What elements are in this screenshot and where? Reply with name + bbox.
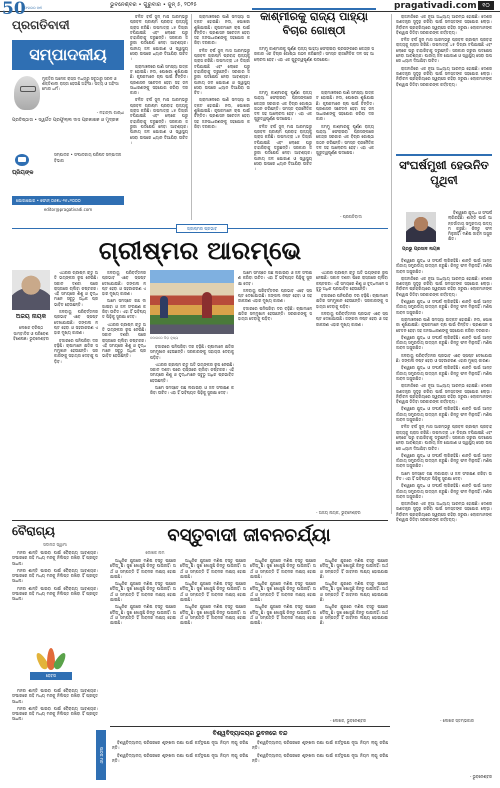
editorial-paragraph: ଗ୍ରାମାଞ୍ଚଳରେ ପାଣି ସମସ୍ୟା ଉତ୍କଟ ହୋଇଛି। ନଦୀ, ପୋଖରୀ ଶୁଖିଯାଇଛି। କୃଷକମାନେ ଚାଷ ପାଇଁ ଚିନ୍ତିତ। ପ୍ରଶାସନ ସଚେତନ ହେବା ସହ ଜନସାଧାରଣଙ୍କୁ ସହଯୋଗ କରିବା ଦରକାର। bbox=[130, 63, 188, 96]
sangharsh-rule bbox=[396, 154, 492, 156]
main-paragraph: ଜଳବାୟୁ ପରିବର୍ତ୍ତନର ପ୍ରଭାବ ଏବେ ସ୍ପଷ୍ଟ ଦେଖାଯାଉଛି। ଜଙ୍ଗଲ ନଷ୍ଟ ହେବା ଓ ସହରୀକରଣ ଏହାର ମୁଖ୍ୟ କାରଣ। bbox=[54, 309, 98, 336]
right-top-column bbox=[396, 14, 492, 150]
vishwa-headline: ବିଶ୍ୱବିଦ୍ୟାଳୟର ଭୁବନରେ ବନ୍ଦ bbox=[212, 730, 288, 737]
column-divider bbox=[391, 14, 392, 514]
quote-author: - ମହାତ୍ମା ଗାନ୍ଧୀ bbox=[96, 110, 124, 115]
sangharsh-paragraph: ବିଶ୍ୱରେ ଯୁଦ୍ଧ ଓ ସଂଘର୍ଷ ଲାଗିରହିଛି। ଶାନ୍ତି ପାଇଁ ଆନ୍ତର୍ଜାତୀୟ ସମ୍ପ୍ରଦାୟ ଉଦ୍ୟମ କରୁଛି। କିନ୍ତୁ ଫଳ ମିଳୁନାହିଁ। ମଣିଷ ଜୀବନ ଅସୁରକ୍ଷିତ। bbox=[396, 406, 492, 423]
bairagya-paragraph: ମନର ଶାନ୍ତି ପାଇବା ପାଇଁ ବୈରାଗ୍ୟ ଆବଶ୍ୟକ। ସଂସାରରେ ରହି ମଧ୍ୟ ମନକୁ ନିଲିପ୍ତ ରଖିବା ହିଁ ପ୍ରକୃତ ସାଧନା। bbox=[12, 688, 98, 704]
vishwa-paragraph: ବିଶ୍ୱବିଦ୍ୟାଳୟ ପରିସରରେ ଶୃଙ୍ଖଳା ରକ୍ଷା ପାଇଁ କର୍ତ୍ତୃପକ୍ଷ ନୂଆ ନିୟମ ଲାଗୁ କରିଛନ୍ତି। bbox=[112, 740, 248, 751]
bairagya-paragraph: ମନର ଶାନ୍ତି ପାଇବା ପାଇଁ ବୈରାଗ୍ୟ ଆବଶ୍ୟକ। ସଂସାରରେ ରହି ମଧ୍ୟ ମନକୁ ନିଲିପ୍ତ ରଖିବା ହିଁ ପ୍ରକୃତ ସାଧନା। bbox=[12, 550, 98, 566]
bairagya-paragraph: ମନର ଶାନ୍ତି ପାଇବା ପାଇଁ ବୈରାଗ୍ୟ ଆବଶ୍ୟକ। ସଂସାରରେ ରହି ମଧ୍ୟ ମନକୁ ନିଲିପ୍ତ ରଖିବା ହିଁ ପ୍ରକୃତ ସାଧନା। bbox=[12, 567, 98, 584]
vastu-paragraph: ଆଧୁନିକ ଯୁଗରେ ମଣିଷ ବସ୍ତୁ ପଛରେ ଦୌଡ଼ୁଛି। ସୁଖ ଖୋଜୁଛି କିନ୍ତୁ ପାଉନାହିଁ। ଅର୍ଥ ଓ ସମ୍ପତ୍ତି ହିଁ ଜୀବନର ଲକ୍ଷ୍ୟ ହୋଇଯାଇଛି। bbox=[180, 558, 246, 579]
editorial-paragraph: ଚଳିତ ବର୍ଷ ଜୁନ୍ ମାସ ଆରମ୍ଭରୁ ପ୍ରବଳ ଗ୍ରୀଷ୍ମ ପ୍ରବାହ ରାଜ୍ୟକୁ ଗ୍ରାସ କରିଛି। ତାପମାତ୍ରା ୪୫ ଡିଗ୍ରୀ ଟପିଯାଇଛି ଏବଂ ଲୋକେ ଘରୁ ବାହାରିବାକୁ ଡରୁଛନ୍ତି। ସରକାର ଜରୁରୀ ପଦକ୍ଷେପ ନେବା ଆବଶ୍ୟକ। ପାନୀୟ ଜଳ ଯୋଗାଣ ଓ ସ୍ୱାସ୍ଥ୍ୟ ସେବା ଉପରେ ଧ୍ୟାନ ଦିଆଯିବା ଉଚିତ। bbox=[130, 97, 188, 145]
editor-block bbox=[12, 150, 124, 190]
vastu-signoff: - ଲେଖକ, ଭୁବନେଶ୍ବର bbox=[330, 718, 367, 723]
bairagya-paragraph: ମନର ଶାନ୍ତି ପାଇବା ପାଇଁ ବୈରାଗ୍ୟ ଆବଶ୍ୟକ। ସଂସାରରେ ରହି ମଧ୍ୟ ମନକୁ ନିଲିପ୍ତ ରଖିବା ହିଁ ପ୍ରକୃତ ସାଧନା। bbox=[12, 705, 98, 722]
vastu-paragraph: ଆଧୁନିକ ଯୁଗରେ ମଣିଷ ବସ୍ତୁ ପଛରେ ଦୌଡ଼ୁଛି। ସୁଖ ଖୋଜୁଛି କିନ୍ତୁ ପାଉନାହିଁ। ଅର୍ଥ ଓ ସମ୍ପତ୍ତି ହିଁ ଜୀବନର ଲକ୍ଷ୍ୟ ହୋଇଯାଇଛି। bbox=[180, 604, 246, 626]
market-photo bbox=[150, 270, 234, 334]
vastu-headline: ବସ୍ତୁବାଦୀ ଜୀବନଚର୍ଯ୍ୟା bbox=[167, 525, 331, 546]
sangharsh-paragraph: ଆମେ ସମସ୍ତେ ଗଛ ଲଗାଇବା ଓ ଜଳ ସଂରକ୍ଷଣ କରିବା ଉଚିତ। ଏହା ହିଁ ଭବିଷ୍ୟତ ପିଢ଼ିକୁ ସୁରକ୍ଷା ଦେବ। bbox=[396, 470, 492, 481]
sangharsh-paragraph: ରାଜନୀତିରେ ଏକ ନୂଆ ଅଧ୍ୟାୟ ଆରମ୍ଭ ହୋଇଛି। ଦେଶର ଗଣତନ୍ତ୍ର ସୁଦୃଢ଼ କରିବା ପାଇଁ ସମସ୍ତଙ୍କ ସହଯୋଗ ଲୋଡ଼ା। ନିର୍ବାଚନ ପ୍ରକ୍ରିୟାରେ ସ୍ୱଚ୍ଛତା ରହିବା ଜରୁରୀ। ଲୋକମାନଙ୍କ ବିଶ୍ୱାସ ଜିତିବା ସରକାରଙ୍କ କର୍ତ୍ତବ୍ୟ। bbox=[396, 383, 492, 405]
main-paragraph: ଜଳବାୟୁ ପରିବର୍ତ୍ତନର ପ୍ରଭାବ ଏବେ ସ୍ପଷ୍ଟ ଦେଖାଯାଉଛି। ଜଙ୍ଗଲ ନଷ୍ଟ ହେବା ଓ ସହରୀକରଣ ଏହାର ମୁଖ୍ୟ କାରଣ। bbox=[316, 311, 388, 327]
sangharsh-paragraph: ବିଶ୍ୱରେ ଯୁଦ୍ଧ ଓ ସଂଘର୍ଷ ଲାଗିରହିଛି। ଶାନ୍ତି ପାଇଁ ଆନ୍ତର୍ଜାତୀୟ ସମ୍ପ୍ରଦାୟ ଉଦ୍ୟମ କରୁଛି। କିନ୍ତୁ ଫଳ ମିଳୁନାହିଁ। ମଣିଷ ଜୀବନ ଅସୁରକ୍ଷିତ। bbox=[396, 452, 492, 469]
kashmir-signoff: - ପ୍ରଗତିବାଦୀ bbox=[340, 214, 362, 219]
vastu-paragraph: ଆଧୁନିକ ଯୁଗରେ ମଣିଷ ବସ୍ତୁ ପଛରେ ଦୌଡ଼ୁଛି। ସୁଖ ଖୋଜୁଛି କିନ୍ତୁ ପାଉନାହିଁ। ଅର୍ଥ ଓ ସମ୍ପତ୍ତି ହିଁ ଜୀବନର ଲକ୍ଷ୍ୟ ହୋଇଯାଇଛି। bbox=[320, 558, 388, 579]
sangharsh-paragraph: ଜଳବାୟୁ ପରିବର୍ତ୍ତନର ପ୍ରଭାବ ଏବେ ସ୍ପଷ୍ଟ ଦେଖାଯାଉଛି। ଜଙ୍ଗଲ ନଷ୍ଟ ହେବା ଓ ସହରୀକରଣ ଏହାର ମୁଖ୍ୟ କାରଣ। bbox=[396, 352, 492, 364]
kashmir-paragraph: ଚଳିତ ବର୍ଷ ଜୁନ୍ ମାସ ଆରମ୍ଭରୁ ପ୍ରବଳ ଗ୍ରୀଷ୍ମ ପ୍ରବାହ ରାଜ୍ୟକୁ ଗ୍ରାସ କରିଛି। ତାପମାତ୍ରା ୪୫ ଡିଗ୍ରୀ ଟପିଯାଇଛି ଏବଂ ଲୋକେ ଘରୁ ବାହାରିବାକୁ ଡରୁଛନ୍ତି। ସରକାର ଜରୁରୀ ପଦକ୍ଷେପ ନେବା ଆବଶ୍ୟକ। ପାନୀୟ ଜଳ ଯୋଗାଣ ଓ ସ୍ୱାସ୍ଥ୍ୟ ସେବା ଉପରେ ଧ୍ୟାନ ଦିଆଯିବା ଉଚିତ। bbox=[254, 123, 312, 172]
anniversary-logo: 50 bbox=[2, 0, 26, 19]
kashmir-paragraph: ଜମ୍ମୁ କାଶ୍ମୀରକୁ ପୂର୍ଣ୍ଣ ରାଜ୍ୟ ପାହ୍ୟା ଫେରାଇବା ପ୍ରସଙ୍ଗରେ କେନ୍ଦ୍ର ସରକାର ଏକ ବିଚାର ଗୋଷ୍ଠୀ ଗଠନ କରିଛନ୍ତି। ସମସ୍ତ ରାଜନୈତିକ ଦଳ ସହ ଆଲୋଚନା ହେବ। ଏହା ଏକ ଗୁରୁତ୍ୱପୂର୍ଣ୍ଣ ପଦକ୍ଷେପ। bbox=[254, 90, 312, 122]
gandhi-portrait bbox=[14, 76, 40, 110]
sangharsh-signoff: - ଲେଖକ ସ୍ତମ୍ଭକାର bbox=[440, 718, 474, 723]
editorial-paragraph: ଗ୍ରାମାଞ୍ଚଳରେ ପାଣି ସମସ୍ୟା ଉତ୍କଟ ହୋଇଛି। ନଦୀ, ପୋଖରୀ ଶୁଖିଯାଇଛି। କୃଷକମାନେ ଚାଷ ପାଇଁ ଚିନ୍ତିତ। ପ୍ରଶାସନ ସଚେତନ ହେବା ସହ ଜନସାଧାରଣଙ୍କୁ ସହଯୋଗ କରିବା ଦରକାର। bbox=[194, 97, 250, 129]
main-paragraph: ବଜାରରେ ପନିପରିବା ଦର ବଢ଼ିଛି। ଚାଷୀମାନେ କ୍ଷତିର ସମ୍ମୁଖୀନ ହେଉଛନ୍ତି। ସରକାରଙ୍କୁ ସହାୟତା ଦେବାକୁ ପଡ଼ିବ। bbox=[54, 337, 98, 364]
section-title: ସମ୍ପାଦକୀୟ bbox=[12, 40, 124, 70]
anniversary-subtitle: ସଫଳତାର ବର୍ଷ bbox=[22, 6, 42, 10]
publication-emblem-icon bbox=[12, 152, 34, 168]
lotus-icon bbox=[38, 648, 64, 670]
editorial-paragraph: ଚଳିତ ବର୍ଷ ଜୁନ୍ ମାସ ଆରମ୍ଭରୁ ପ୍ରବଳ ଗ୍ରୀଷ୍ମ ପ୍ରବାହ ରାଜ୍ୟକୁ ଗ୍ରାସ କରିଛି। ତାପମାତ୍ରା ୪୫ ଡିଗ୍ରୀ ଟପିଯାଇଛି ଏବଂ ଲୋକେ ଘରୁ ବାହାରିବାକୁ ଡରୁଛନ୍ତି। ସରକାର ଜରୁରୀ ପଦକ୍ଷେପ ନେବା ଆବଶ୍ୟକ। ପାନୀୟ ଜଳ ଯୋଗାଣ ଓ ସ୍ୱାସ୍ଥ୍ୟ ସେବା ଉପରେ ଧ୍ୟାନ ଦିଆଯିବା ଉଚିତ। bbox=[130, 14, 188, 62]
sangharsh-paragraph: ବିଶ୍ୱରେ ଯୁଦ୍ଧ ଓ ସଂଘର୍ଷ ଲାଗିରହିଛି। ଶାନ୍ତି ପାଇଁ ଆନ୍ତର୍ଜାତୀୟ ସମ୍ପ୍ରଦାୟ ଉଦ୍ୟମ କରୁଛି। କିନ୍ତୁ ଫଳ ମିଳୁନାହିଁ। ମଣିଷ ଜୀବନ ଅସୁରକ୍ଷିତ। bbox=[396, 483, 492, 499]
vishwa-paragraph: ବିଶ୍ୱବିଦ୍ୟାଳୟ ପରିସରରେ ଶୃଙ୍ଖଳା ରକ୍ଷା ପାଇଁ କର୍ତ୍ତୃପକ୍ଷ ନୂଆ ନିୟମ ଲାଗୁ କରିଛନ୍ତି। bbox=[252, 752, 388, 763]
main-paragraph: ଏଥରର ଗ୍ରୀଷ୍ମ ଋତୁ ଅତି ଭୟଙ୍କର ରୂପ ନେଇଛି। ସକାଳ ଦଶଟା ପରେ ରାସ୍ତାରେ ଚାଲିବା କଷ୍ଟକର। ଏହି ସମୟରେ ଶିଶୁ ଓ ବୃଦ୍ଧମାନେ ସବୁଠୁ ଅଧିକ ପ୍ରଭାବିତ ହେଉଛନ୍ତି। bbox=[54, 270, 98, 307]
kicker-label: ଗ୍ରୀଷ୍ମର ପ୍ରଭାବ bbox=[176, 224, 228, 233]
vastu-paragraph: ଆଧୁନିକ ଯୁଗରେ ମଣିଷ ବସ୍ତୁ ପଛରେ ଦୌଡ଼ୁଛି। ସୁଖ ଖୋଜୁଛି କିନ୍ତୁ ପାଉନାହିଁ। ଅର୍ଥ ଓ ସମ୍ପତ୍ତି ହିଁ ଜୀବନର ଲକ୍ଷ୍ୟ ହୋଇଯାଇଛି। bbox=[250, 604, 316, 626]
editorial-paragraph: ଚଳିତ ବର୍ଷ ଜୁନ୍ ମାସ ଆରମ୍ଭରୁ ପ୍ରବଳ ଗ୍ରୀଷ୍ମ ପ୍ରବାହ ରାଜ୍ୟକୁ ଗ୍ରାସ କରିଛି। ତାପମାତ୍ରା ୪୫ ଡିଗ୍ରୀ ଟପିଯାଇଛି ଏବଂ ଲୋକେ ଘରୁ ବାହାରିବାକୁ ଡରୁଛନ୍ତି। ସରକାର ଜରୁରୀ ପଦକ୍ଷେପ ନେବା ଆବଶ୍ୟକ। ପାନୀୟ ଜଳ ଯୋଗାଣ ଓ ସ୍ୱାସ୍ଥ୍ୟ ସେବା ଉପରେ ଧ୍ୟାନ ଦିଆଯିବା ଉଚିତ। bbox=[194, 47, 250, 96]
vishwa-column-1 bbox=[112, 740, 248, 782]
kashmir-paragraph: ଜମ୍ମୁ କାଶ୍ମୀରକୁ ପୂର୍ଣ୍ଣ ରାଜ୍ୟ ପାହ୍ୟା ଫେରାଇବା ପ୍ରସଙ୍ଗରେ କେନ୍ଦ୍ର ସରକାର ଏକ ବିଚାର ଗୋଷ୍ଠୀ ଗଠନ କରିଛନ୍ତି। ସମସ୍ତ ରାଜନୈତିକ ଦଳ ସହ ଆଲୋଚନା ହେବ। ଏହା ଏକ ଗୁରୁତ୍ୱପୂର୍ଣ୍ଣ ପଦକ୍ଷେପ। bbox=[254, 46, 374, 62]
main-paragraph: ଆମେ ସମସ୍ତେ ଗଛ ଲଗାଇବା ଓ ଜଳ ସଂରକ୍ଷଣ କରିବା ଉଚିତ। ଏହା ହିଁ ଭବିଷ୍ୟତ ପିଢ଼ିକୁ ସୁରକ୍ଷା ଦେବ। bbox=[238, 270, 312, 286]
contact-bar: ଯୋଗାଯୋଗ • ଫୋନ୍ ୦୬୭୪-୨୫୪୨୦୦୦ bbox=[12, 196, 124, 205]
main-column-3 bbox=[150, 344, 234, 516]
main-paragraph: ଏଥରର ଗ୍ରୀଷ୍ମ ଋତୁ ଅତି ଭୟଙ୍କର ରୂପ ନେଇଛି। ସକାଳ ଦଶଟା ପରେ ରାସ୍ତାରେ ଚାଲିବା କଷ୍ଟକର। ଏହି ସମୟରେ ଶିଶୁ ଓ ବୃଦ୍ଧମାନେ ସବୁଠୁ ଅଧିକ ପ୍ରଭାବିତ ହେଉଛନ୍ତି। bbox=[102, 321, 146, 359]
kashmir-headline: କାଶ୍ମୀରକୁ ରାଜ୍ୟ ପାହ୍ୟା ବିଚାର ଗୋଷ୍ଠୀ bbox=[260, 10, 368, 37]
main-column-1 bbox=[54, 270, 98, 516]
sangharsh-paragraph: ବିଶ୍ୱରେ ଯୁଦ୍ଧ ଓ ସଂଘର୍ଷ ଲାଗିରହିଛି। ଶାନ୍ତି ପାଇଁ ଆନ୍ତର୍ଜାତୀୟ ସମ୍ପ୍ରଦାୟ ଉଦ୍ୟମ କରୁଛି। କିନ୍ତୁ ଫଳ ମିଳୁନାହିଁ। ମଣିଷ ଜୀବନ ଅସୁରକ୍ଷିତ। bbox=[396, 299, 492, 315]
editorial-paragraph: ଗ୍ରାମାଞ୍ଚଳରେ ପାଣି ସମସ୍ୟା ଉତ୍କଟ ହୋଇଛି। ନଦୀ, ପୋଖରୀ ଶୁଖିଯାଇଛି। କୃଷକମାନେ ଚାଷ ପାଇଁ ଚିନ୍ତିତ। ପ୍ରଶାସନ ସଚେତନ ହେବା ସହ ଜନସାଧାରଣଙ୍କୁ ସହଯୋଗ କରିବା ଦରକାର। bbox=[194, 14, 250, 46]
sangharsh-paragraph: ଚଳିତ ବର୍ଷ ଜୁନ୍ ମାସ ଆରମ୍ଭରୁ ପ୍ରବଳ ଗ୍ରୀଷ୍ମ ପ୍ରବାହ ରାଜ୍ୟକୁ ଗ୍ରାସ କରିଛି। ତାପମାତ୍ରା ୪୫ ଡିଗ୍ରୀ ଟପିଯାଇଛି ଏବଂ ଲୋକେ ଘରୁ ବାହାରିବାକୁ ଡରୁଛନ୍ତି। ସରକାର ଜରୁରୀ ପଦକ୍ଷେପ ନେବା ଆବଶ୍ୟକ। ପାନୀୟ ଜଳ ଯୋଗାଣ ଓ ସ୍ୱାସ୍ଥ୍ୟ ସେବା ଉପରେ ଧ୍ୟାନ ଦିଆଯିବା ଉଚିତ। bbox=[396, 424, 492, 451]
bairagya-column-2 bbox=[12, 688, 98, 778]
sangharsh-paragraph: ବିଶ୍ୱରେ ଯୁଦ୍ଧ ଓ ସଂଘର୍ଷ ଲାଗିରହିଛି। ଶାନ୍ତି ପାଇଁ ଆନ୍ତର୍ଜାତୀୟ ସମ୍ପ୍ରଦାୟ ଉଦ୍ୟମ କରୁଛି। କିନ୍ତୁ ଫଳ ମିଳୁନାହିଁ। ମଣିଷ ଜୀବନ ଅସୁରକ୍ଷିତ। bbox=[396, 334, 492, 351]
vastu-paragraph: ଆଧୁନିକ ଯୁଗରେ ମଣିଷ ବସ୍ତୁ ପଛରେ ଦୌଡ଼ୁଛି। ସୁଖ ଖୋଜୁଛି କିନ୍ତୁ ପାଉନାହିଁ। ଅର୍ଥ ଓ ସମ୍ପତ୍ତି ହିଁ ଜୀବନର ଲକ୍ଷ୍ୟ ହୋଇଯାଇଛି। bbox=[110, 604, 176, 626]
quote-text: ମୁକ୍ତିର ଅନେକ ରାସ୍ତା ମଧ୍ୟରୁ ସବୁଠାରୁ ସରଳ ଓ ଶକ୍ତିଶାଳୀ ରାସ୍ତା ହେଉଛି ଅହିଂସା। ସତ୍ୟ ଓ ଅହିଂସା ମୋର ଧର୍ମ। bbox=[42, 76, 119, 91]
kashmir-intro bbox=[254, 46, 374, 86]
vishwa-column-2 bbox=[252, 740, 388, 782]
masthead bbox=[12, 18, 124, 226]
quote-box bbox=[12, 76, 124, 116]
main-paragraph: ଜଳବାୟୁ ପରିବର୍ତ୍ତନର ପ୍ରଭାବ ଏବେ ସ୍ପଷ୍ଟ ଦେଖାଯାଉଛି। ଜଙ୍ଗଲ ନଷ୍ଟ ହେବା ଓ ସହରୀକରଣ ଏହାର ମୁଖ୍ୟ କାରଣ। bbox=[102, 270, 146, 297]
sangharsh-paragraph: ଗ୍ରାମାଞ୍ଚଳରେ ପାଣି ସମସ୍ୟା ଉତ୍କଟ ହୋଇଛି। ନଦୀ, ପୋଖରୀ ଶୁଖିଯାଇଛି। କୃଷକମାନେ ଚାଷ ପାଇଁ ଚିନ୍ତିତ। ପ୍ରଶାସନ ସଚେତନ ହେବା ସହ ଜନସାଧାରଣଙ୍କୁ ସହଯୋଗ କରିବା ଦରକାର। bbox=[396, 316, 492, 333]
vastu-column-1 bbox=[110, 558, 176, 722]
email-link[interactable]: editor@pragativadi.com bbox=[43, 207, 93, 212]
lotus-label: ହେବତା bbox=[30, 672, 72, 680]
vastu-paragraph: ଆଧୁନିକ ଯୁଗରେ ମଣିଷ ବସ୍ତୁ ପଛରେ ଦୌଡ଼ୁଛି। ସୁଖ ଖୋଜୁଛି କିନ୍ତୁ ପାଉନାହିଁ। ଅର୍ଥ ଓ ସମ୍ପତ୍ତି ହିଁ ଜୀବନର ଲକ୍ଷ୍ୟ ହୋଇଯାଇଛି। bbox=[110, 558, 176, 579]
columnist-photo bbox=[406, 212, 436, 242]
bottom-section-rule bbox=[12, 520, 388, 521]
footer-note: - ଭୁବନେଶ୍ବର bbox=[469, 774, 492, 779]
main-headline: ଗ୍ରୀଷ୍ମର ଆରମ୍ଭେ bbox=[98, 236, 302, 265]
vastu-paragraph: ଆଧୁନିକ ଯୁଗରେ ମଣିଷ ବସ୍ତୁ ପଛରେ ଦୌଡ଼ୁଛି। ସୁଖ ଖୋଜୁଛି କିନ୍ତୁ ପାଉନାହିଁ। ଅର୍ଥ ଓ ସମ୍ପତ୍ତି ହିଁ ଜୀବନର ଲକ୍ଷ୍ୟ ହୋଇଯାଇଛି। bbox=[320, 604, 388, 626]
main-column-5 bbox=[316, 270, 388, 510]
author-name: ଅଜୟ ନାୟକ bbox=[15, 313, 47, 320]
main-paragraph: ବଜାରରେ ପନିପରିବା ଦର ବଢ଼ିଛି। ଚାଷୀମାନେ କ୍ଷତିର ସମ୍ମୁଖୀନ ହେଉଛନ୍ତି। ସରକାରଙ୍କୁ ସହାୟତା ଦେବାକୁ ପଡ଼ିବ। bbox=[238, 305, 312, 322]
author-photo bbox=[12, 270, 50, 310]
editor-details: ସମ୍ପାଦକ • ସଂପାଦକୀୟ ପରିଷଦ ସମ୍ପାଦନା ବିଭାଗ bbox=[54, 152, 122, 163]
main-signoff: - ଅଜୟ ନାୟକ, ଭୁବନେଶ୍ବର bbox=[316, 510, 361, 515]
vastu-paragraph: ଆଧୁନିକ ଯୁଗରେ ମଣିଷ ବସ୍ତୁ ପଛରେ ଦୌଡ଼ୁଛି। ସୁଖ ଖୋଜୁଛି କିନ୍ତୁ ପାଉନାହିଁ। ଅର୍ଥ ଓ ସମ୍ପତ୍ତି ହିଁ ଜୀବନର ଲକ୍ଷ୍ୟ ହୋଇଯାଇଛି। bbox=[250, 581, 316, 603]
page-number: ୧୦ bbox=[478, 1, 494, 10]
sangharsh-intro bbox=[448, 210, 492, 256]
main-column-2 bbox=[102, 270, 146, 516]
bairagya-paragraph: ମନର ଶାନ୍ତି ପାଇବା ପାଇଁ ବୈରାଗ୍ୟ ଆବଶ୍ୟକ। ସଂସାରରେ ରହି ମଧ୍ୟ ମନକୁ ନିଲିପ୍ତ ରଖିବା ହିଁ ପ୍ରକୃତ ସାଧନା। bbox=[12, 585, 98, 602]
main-column-4 bbox=[238, 270, 312, 516]
main-paragraph: ବଜାରରେ ପନିପରିବା ଦର ବଢ଼ିଛି। ଚାଷୀମାନେ କ୍ଷତିର ସମ୍ମୁଖୀନ ହେଉଛନ୍ତି। ସରକାରଙ୍କୁ ସହାୟତା ଦେବାକୁ ପଡ଼ିବ। bbox=[316, 293, 388, 309]
bairagya-column bbox=[12, 550, 98, 642]
sangharsh-paragraph: ରାଜନୀତିରେ ଏକ ନୂଆ ଅଧ୍ୟାୟ ଆରମ୍ଭ ହୋଇଛି। ଦେଶର ଗଣତନ୍ତ୍ର ସୁଦୃଢ଼ କରିବା ପାଇଁ ସମସ୍ତଙ୍କ ସହଯୋଗ ଲୋଡ଼ା। ନିର୍ବାଚନ ପ୍ରକ୍ରିୟାରେ ସ୍ୱଚ୍ଛତା ରହିବା ଜରୁରୀ। ଲୋକମାନଙ୍କ ବିଶ୍ୱାସ ଜିତିବା ସରକାରଙ୍କ କର୍ତ୍ତବ୍ୟ। bbox=[396, 501, 492, 523]
vastu-column-4 bbox=[320, 558, 388, 718]
main-paragraph: ଜଳବାୟୁ ପରିବର୍ତ୍ତନର ପ୍ରଭାବ ଏବେ ସ୍ପଷ୍ଟ ଦେଖାଯାଉଛି। ଜଙ୍ଗଲ ନଷ୍ଟ ହେବା ଓ ସହରୀକରଣ ଏହାର ମୁଖ୍ୟ କାରଣ। bbox=[238, 287, 312, 304]
readers-tab: ପାଠକ ମତ bbox=[96, 730, 106, 780]
founder-line: ପ୍ରତିଷ୍ଠାତା • ସ୍ୱର୍ଗତ ପ୍ରଫୁଲ୍ଲ ଦାସ ପ୍ରକାଶକ ଓ ମୁଦ୍ରକ bbox=[12, 118, 119, 123]
vishwa-paragraph: ବିଶ୍ୱବିଦ୍ୟାଳୟ ପରିସରରେ ଶୃଙ୍ଖଳା ରକ୍ଷା ପାଇଁ କର୍ତ୍ତୃପକ୍ଷ ନୂଆ ନିୟମ ଲାଗୁ କରିଛନ୍ତି। bbox=[112, 752, 248, 763]
columnist-name: ପ୍ରଭୁ ପ୍ରସାଦ ନାୟକ bbox=[402, 247, 440, 252]
bairagya-title: ବୈରାଗ୍ୟ bbox=[12, 524, 55, 538]
date-line: ଭୁବନେଶ୍ବର • ଗୁରୁବାର • ଜୁନ୍ ୫, ୨୦୨୫ bbox=[110, 2, 197, 8]
brand-name: ପ୍ରଗତିବାଦୀ bbox=[12, 18, 70, 32]
kashmir-paragraph: ଗ୍ରାମାଞ୍ଚଳରେ ପାଣି ସମସ୍ୟା ଉତ୍କଟ ହୋଇଛି। ନଦୀ, ପୋଖରୀ ଶୁଖିଯାଇଛି। କୃଷକମାନେ ଚାଷ ପାଇଁ ଚିନ୍ତିତ। ପ୍ରଶାସନ ସଚେତନ ହେବା ସହ ଜନସାଧାରଣଙ୍କୁ ସହଯୋଗ କରିବା ଦରକାର। bbox=[316, 90, 374, 122]
lotus-emblem bbox=[30, 644, 72, 684]
right-paragraph: ରାଜନୀତିରେ ଏକ ନୂଆ ଅଧ୍ୟାୟ ଆରମ୍ଭ ହୋଇଛି। ଦେଶର ଗଣତନ୍ତ୍ର ସୁଦୃଢ଼ କରିବା ପାଇଁ ସମସ୍ତଙ୍କ ସହଯୋଗ ଲୋଡ଼ା। ନିର୍ବାଚନ ପ୍ରକ୍ରିୟାରେ ସ୍ୱଚ୍ଛତା ରହିବା ଜରୁରୀ। ଲୋକମାନଙ୍କ ବିଶ୍ୱାସ ଜିତିବା ସରକାରଙ୍କ କର୍ତ୍ତବ୍ୟ। bbox=[396, 14, 492, 35]
editorial-column-1 bbox=[130, 14, 188, 220]
author-bio: ଲେଖକ ବରିଷ୍ଠ ସାମ୍ବାଦିକ ଓ ପରିବେଶ ବିଶେଷଜ୍ଞ। ଭୁବନେଶ୍ବର bbox=[13, 325, 49, 341]
sangharsh-paragraph: ବିଶ୍ୱରେ ଯୁଦ୍ଧ ଓ ସଂଘର୍ଷ ଲାଗିରହିଛି। ଶାନ୍ତି ପାଇଁ ଆନ୍ତର୍ଜାତୀୟ ସମ୍ପ୍ରଦାୟ ଉଦ୍ୟମ କରୁଛି। କିନ୍ତୁ ଫଳ ମିଳୁନାହିଁ। ମଣିଷ ଜୀବନ ଅସୁରକ୍ଷିତ। bbox=[396, 258, 492, 274]
right-paragraph: ଚଳିତ ବର୍ଷ ଜୁନ୍ ମାସ ଆରମ୍ଭରୁ ପ୍ରବଳ ଗ୍ରୀଷ୍ମ ପ୍ରବାହ ରାଜ୍ୟକୁ ଗ୍ରାସ କରିଛି। ତାପମାତ୍ରା ୪୫ ଡିଗ୍ରୀ ଟପିଯାଇଛି ଏବଂ ଲୋକେ ଘରୁ ବାହାରିବାକୁ ଡରୁଛନ୍ତି। ସରକାର ଜରୁରୀ ପଦକ୍ଷେପ ନେବା ଆବଶ୍ୟକ। ପାନୀୟ ଜଳ ଯୋଗାଣ ଓ ସ୍ୱାସ୍ଥ୍ୟ ସେବା ଉପରେ ଧ୍ୟାନ ଦିଆଯିବା ଉଚିତ। bbox=[396, 37, 492, 64]
vastu-paragraph: ଆଧୁନିକ ଯୁଗରେ ମଣିଷ ବସ୍ତୁ ପଛରେ ଦୌଡ଼ୁଛି। ସୁଖ ଖୋଜୁଛି କିନ୍ତୁ ପାଉନାହିଁ। ଅର୍ଥ ଓ ସମ୍ପତ୍ତି ହିଁ ଜୀବନର ଲକ୍ଷ୍ୟ ହୋଇଯାଇଛି। bbox=[250, 558, 316, 579]
column-divider bbox=[191, 14, 192, 220]
kashmir-paragraph: ଜମ୍ମୁ କାଶ୍ମୀରକୁ ପୂର୍ଣ୍ଣ ରାଜ୍ୟ ପାହ୍ୟା ଫେରାଇବା ପ୍ରସଙ୍ଗରେ କେନ୍ଦ୍ର ସରକାର ଏକ ବିଚାର ଗୋଷ୍ଠୀ ଗଠନ କରିଛନ୍ତି। ସମସ୍ତ ରାଜନୈତିକ ଦଳ ସହ ଆଲୋଚନା ହେବ। ଏହା ଏକ ଗୁରୁତ୍ୱପୂର୍ଣ୍ଣ ପଦକ୍ଷେପ। bbox=[316, 123, 374, 156]
header-bar bbox=[0, 0, 500, 19]
vastu-paragraph: ଆଧୁନିକ ଯୁଗରେ ମଣିଷ ବସ୍ତୁ ପଛରେ ଦୌଡ଼ୁଛି। ସୁଖ ଖୋଜୁଛି କିନ୍ତୁ ପାଉନାହିଁ। ଅର୍ଥ ଓ ସମ୍ପତ୍ତି ହିଁ ଜୀବନର ଲକ୍ଷ୍ୟ ହୋଇଯାଇଛି। bbox=[110, 581, 176, 603]
sangharsh-paragraph: ବିଶ୍ୱରେ ଯୁଦ୍ଧ ଓ ସଂଘର୍ଷ ଲାଗିରହିଛି। ଶାନ୍ତି ପାଇଁ ଆନ୍ତର୍ଜାତୀୟ ସମ୍ପ୍ରଦାୟ ଉଦ୍ୟମ କରୁଛି। କିନ୍ତୁ ଫଳ ମିଳୁନାହିଁ। ମଣିଷ ଜୀବନ ଅସୁରକ୍ଷିତ। bbox=[396, 365, 492, 381]
sangharsh-paragraph: ରାଜନୀତିରେ ଏକ ନୂଆ ଅଧ୍ୟାୟ ଆରମ୍ଭ ହୋଇଛି। ଦେଶର ଗଣତନ୍ତ୍ର ସୁଦୃଢ଼ କରିବା ପାଇଁ ସମସ୍ତଙ୍କ ସହଯୋଗ ଲୋଡ଼ା। ନିର୍ବାଚନ ପ୍ରକ୍ରିୟାରେ ସ୍ୱଚ୍ଛତା ରହିବା ଜରୁରୀ। ଲୋକମାନଙ୍କ ବିଶ୍ୱାସ ଜିତିବା ସରକାରଙ୍କ କର୍ତ୍ତବ୍ୟ। bbox=[396, 275, 492, 297]
editor-name: ପ୍ରିୟଙ୍କ bbox=[12, 170, 34, 176]
bairagya-author: ସଦାନନ୍ଦ ସ୍ୱାମୀ bbox=[43, 542, 67, 547]
sangharsh-column bbox=[396, 258, 492, 768]
main-paragraph: ଆମେ ସମସ୍ତେ ଗଛ ଲଗାଇବା ଓ ଜଳ ସଂରକ୍ଷଣ କରିବା ଉଚିତ। ଏହା ହିଁ ଭବିଷ୍ୟତ ପିଢ଼ିକୁ ସୁରକ୍ଷା ଦେବ। bbox=[150, 385, 234, 396]
main-paragraph: ଆମେ ସମସ୍ତେ ଗଛ ଲଗାଇବା ଓ ଜଳ ସଂରକ୍ଷଣ କରିବା ଉଚିତ। ଏହା ହିଁ ଭବିଷ୍ୟତ ପିଢ଼ିକୁ ସୁରକ୍ଷା ଦେବ। bbox=[102, 298, 146, 320]
vishwa-paragraph: ବିଶ୍ୱବିଦ୍ୟାଳୟ ପରିସରରେ ଶୃଙ୍ଖଳା ରକ୍ଷା ପାଇଁ କର୍ତ୍ତୃପକ୍ଷ ନୂଆ ନିୟମ ଲାଗୁ କରିଛନ୍ତି। bbox=[252, 740, 388, 751]
sangharsh-headline: ସଂଘର୍ଷମୁଖୀ ହେଉନିତ ପୃଥିବୀ bbox=[399, 158, 489, 187]
main-paragraph: ଏଥରର ଗ୍ରୀଷ୍ମ ଋତୁ ଅତି ଭୟଙ୍କର ରୂପ ନେଇଛି। ସକାଳ ଦଶଟା ପରେ ରାସ୍ତାରେ ଚାଲିବା କଷ୍ଟକର। ଏହି ସମୟରେ ଶିଶୁ ଓ ବୃଦ୍ଧମାନେ ସବୁଠୁ ଅଧିକ ପ୍ରଭାବିତ ହେଉଛନ୍ତି। bbox=[316, 270, 388, 291]
vastu-column-3 bbox=[250, 558, 316, 722]
photo-caption: ବଜାରରେ ଭିଡ଼ ଦୃଶ୍ୟ bbox=[150, 336, 179, 340]
vastu-paragraph: ଆଧୁନିକ ଯୁଗରେ ମଣିଷ ବସ୍ତୁ ପଛରେ ଦୌଡ଼ୁଛି। ସୁଖ ଖୋଜୁଛି କିନ୍ତୁ ପାଉନାହିଁ। ଅର୍ଥ ଓ ସମ୍ପତ୍ତି ହିଁ ଜୀବନର ଲକ୍ଷ୍ୟ ହୋଇଯାଇଛି। bbox=[320, 581, 388, 603]
editorial-column-2 bbox=[194, 14, 250, 220]
site-url[interactable]: pragativadi.com bbox=[394, 1, 477, 11]
vastu-author: ଲେଖକ ନାମ bbox=[145, 550, 165, 555]
sangharsh-paragraph: ବିଶ୍ୱରେ ଯୁଦ୍ଧ ଓ ସଂଘର୍ଷ ଲାଗିରହିଛି। ଶାନ୍ତି ପାଇଁ ଆନ୍ତର୍ଜାତୀୟ ସମ୍ପ୍ରଦାୟ ଉଦ୍ୟମ କରୁଛି। କିନ୍ତୁ ଫଳ ମିଳୁନାହିଁ। ମଣିଷ ଜୀବନ ଅସୁରକ୍ଷିତ। bbox=[448, 210, 492, 242]
right-paragraph: ରାଜନୀତିରେ ଏକ ନୂଆ ଅଧ୍ୟାୟ ଆରମ୍ଭ ହୋଇଛି। ଦେଶର ଗଣତନ୍ତ୍ର ସୁଦୃଢ଼ କରିବା ପାଇଁ ସମସ୍ତଙ୍କ ସହଯୋଗ ଲୋଡ଼ା। ନିର୍ବାଚନ ପ୍ରକ୍ରିୟାରେ ସ୍ୱଚ୍ଛତା ରହିବା ଜରୁରୀ। ଲୋକମାନଙ୍କ ବିଶ୍ୱାସ ଜିତିବା ସରକାରଙ୍କ କର୍ତ୍ତବ୍ୟ। bbox=[396, 65, 492, 87]
vastu-column-2 bbox=[180, 558, 246, 722]
main-paragraph: ବଜାରରେ ପନିପରିବା ଦର ବଢ଼ିଛି। ଚାଷୀମାନେ କ୍ଷତିର ସମ୍ମୁଖୀନ ହେଉଛନ୍ତି। ସରକାରଙ୍କୁ ସହାୟତା ଦେବାକୁ ପଡ଼ିବ। bbox=[150, 344, 234, 360]
kashmir-column-1 bbox=[254, 90, 312, 220]
vastu-paragraph: ଆଧୁନିକ ଯୁଗରେ ମଣିଷ ବସ୍ତୁ ପଛରେ ଦୌଡ଼ୁଛି। ସୁଖ ଖୋଜୁଛି କିନ୍ତୁ ପାଉନାହିଁ। ଅର୍ଥ ଓ ସମ୍ପତ୍ତି ହିଁ ଜୀବନର ଲକ୍ଷ୍ୟ ହୋଇଯାଇଛି। bbox=[180, 581, 246, 603]
kashmir-column-2 bbox=[316, 90, 374, 220]
main-paragraph: ଏଥରର ଗ୍ରୀଷ୍ମ ଋତୁ ଅତି ଭୟଙ୍କର ରୂପ ନେଇଛି। ସକାଳ ଦଶଟା ପରେ ରାସ୍ତାରେ ଚାଲିବା କଷ୍ଟକର। ଏହି ସମୟରେ ଶିଶୁ ଓ ବୃଦ୍ଧମାନେ ସବୁଠୁ ଅଧିକ ପ୍ରଭାବିତ ହେଉଛନ୍ତି। bbox=[150, 361, 234, 383]
